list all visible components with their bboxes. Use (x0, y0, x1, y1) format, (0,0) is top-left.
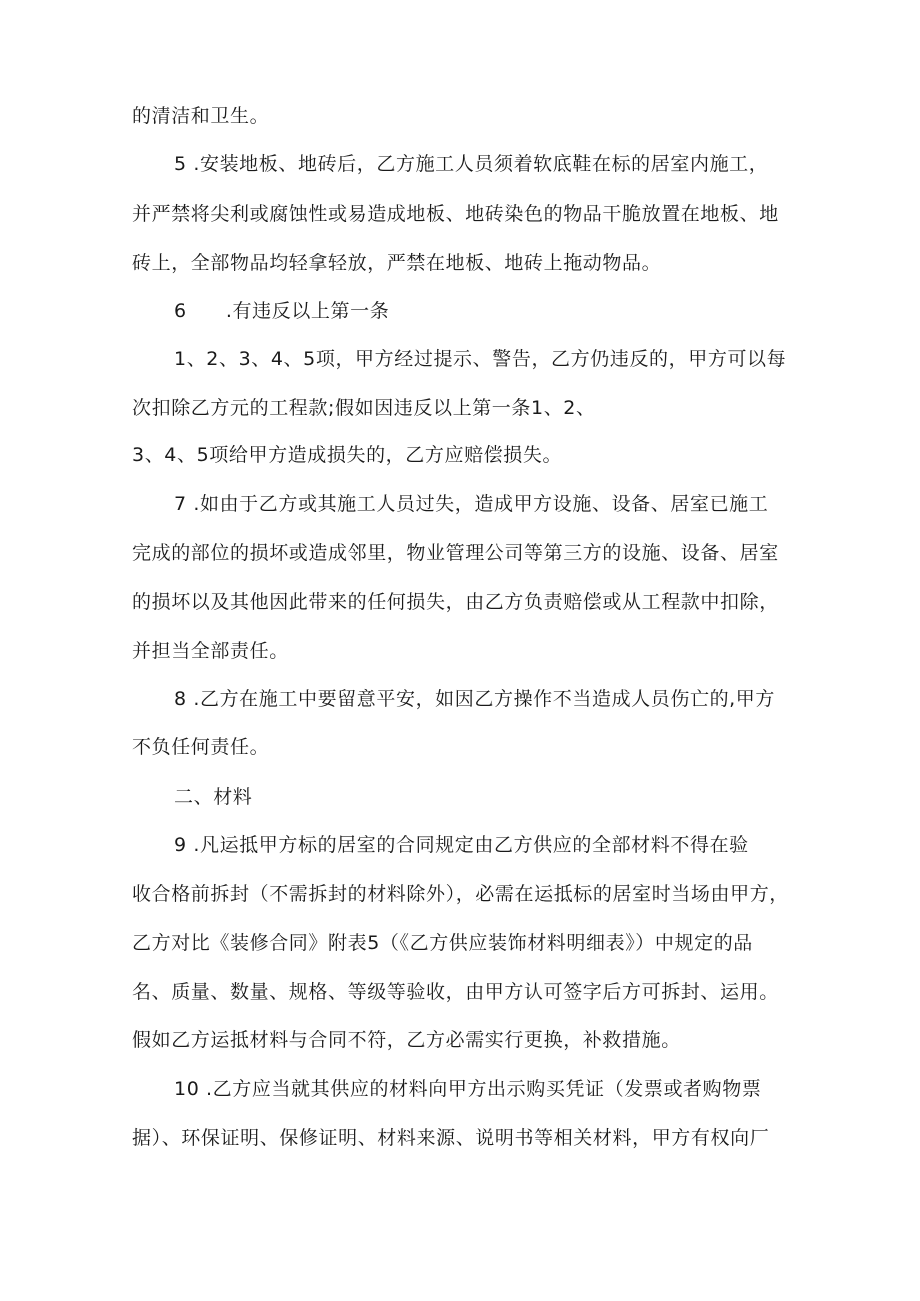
text-line: 次扣除乙方元的工程款;假如因违反以上第一条1、2、 (132, 397, 596, 419)
text-line: 乙方对比《装修合同》附表5（《乙方供应装饰材料明细表》）中规定的品 (132, 932, 753, 954)
text-line: 的清洁和卫生。 (132, 105, 270, 127)
text-line: 名、质量、数量、规格、等级等验收，由甲方认可签字后方可拆封、运用。 (132, 981, 779, 1003)
text-line: 不负任何责任。 (132, 736, 270, 758)
clause-5-line: 5 .安装地板、地砖后，乙方施工人员须着软底鞋在标的居室内施工， (174, 153, 769, 175)
text-line: 据）、环保证明、保修证明、材料来源、说明书等相关材料，甲方有权向厂 (132, 1127, 770, 1149)
clause-8-line: 8 .乙方在施工中要留意平安，如因乙方操作不当造成人员伤亡的,甲方 (174, 688, 776, 710)
clause-7-line: 7 .如由于乙方或其施工人员过失，造成甲方设施、设备、居室已施工 (174, 493, 769, 515)
clause-6-line: 6 .有违反以上第一条 (174, 300, 390, 322)
text-line: 砖上，全部物品均轻拿轻放，严禁在地板、地砖上拖动物品。 (132, 252, 662, 274)
text-line: 1、2、3、4、5项，甲方经过提示、警告，乙方仍违反的，甲方可以每 (174, 348, 787, 370)
text-line: 的损坏以及其他因此带来的任何损失，由乙方负责赔偿或从工程款中扣除， (132, 591, 779, 613)
section-heading: 二、材料 (174, 786, 253, 808)
text-line: 并严禁将尖利或腐蚀性或易造成地板、地砖染色的物品干脆放置在地板、地 (132, 203, 779, 225)
text-line: 假如乙方运抵材料与合同不符，乙方必需实行更换，补救措施。 (132, 1029, 681, 1051)
text-line: 3、4、5项给甲方造成损失的，乙方应赔偿损失。 (132, 444, 563, 466)
clause-9-line: 9 .凡运抵甲方标的居室的合同规定由乙方供应的全部材料不得在验 (174, 834, 749, 856)
text-line: 收合格前拆封（不需拆封的材料除外），必需在运抵标的居室时当场由甲方， (132, 883, 789, 905)
clause-10-line: 10 .乙方应当就其供应的材料向甲方出示购买凭证（发票或者购物票 (174, 1078, 762, 1100)
text-line: 完成的部位的损坏或造成邻里，物业管理公司等第三方的设施、设备、居室 (132, 542, 779, 564)
text-line: 并担当全部责任。 (132, 640, 289, 662)
